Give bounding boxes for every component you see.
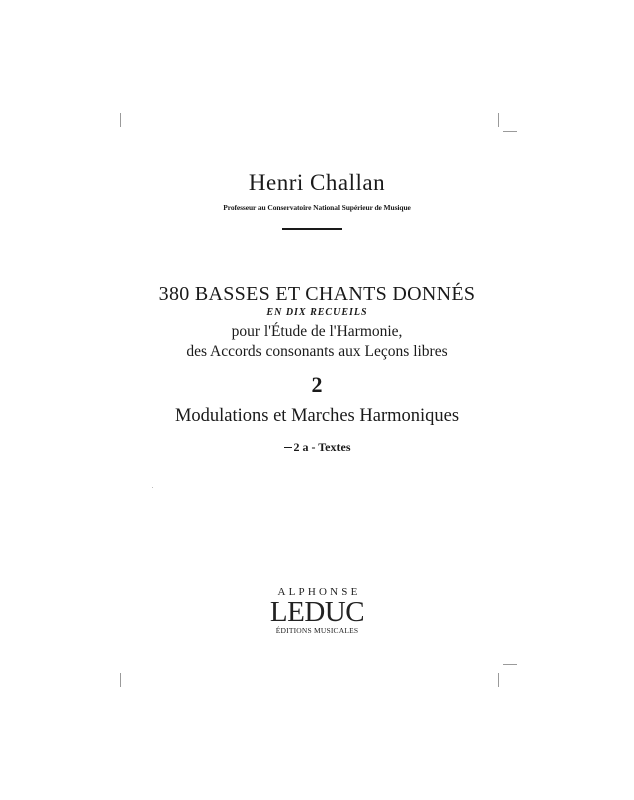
publisher-logo [0, 586, 634, 636]
part-dash [284, 447, 292, 448]
main-title: 380 BASSES ET CHANTS DONNÉS [158, 283, 476, 305]
volume-number: 2 [311, 372, 323, 397]
author-affiliation: Professeur au Conservatoire National Supérieur de Musique [223, 203, 411, 212]
publisher-tagline: ÉDITIONS MUSICALES [275, 626, 359, 635]
crop-mark-bottom-right-horizontal [503, 664, 517, 665]
author-name: Henri Challan [248, 170, 386, 195]
part-label: 2 a - Textes [293, 440, 351, 454]
publisher-name: LEDUC [269, 596, 365, 628]
crop-mark-bottom-left [120, 673, 121, 687]
purpose-line-1: pour l'Étude de l'Harmonie, [231, 323, 403, 340]
crop-mark-top-right [498, 113, 499, 127]
crop-mark-top-left [120, 113, 121, 127]
paper-speck [152, 487, 153, 488]
collection-subtitle: EN DIX RECUEILS [266, 307, 368, 318]
crop-mark-bottom-right [498, 673, 499, 687]
purpose-line-2: des Accords consonants aux Leçons libres [186, 343, 448, 360]
title-divider [282, 228, 342, 230]
volume-title: Modulations et Marches Harmoniques [174, 406, 460, 426]
publisher-first-name: ALPHONSE [277, 586, 361, 598]
part-label-row [0, 440, 634, 455]
crop-mark-top-right-horizontal [503, 131, 517, 132]
